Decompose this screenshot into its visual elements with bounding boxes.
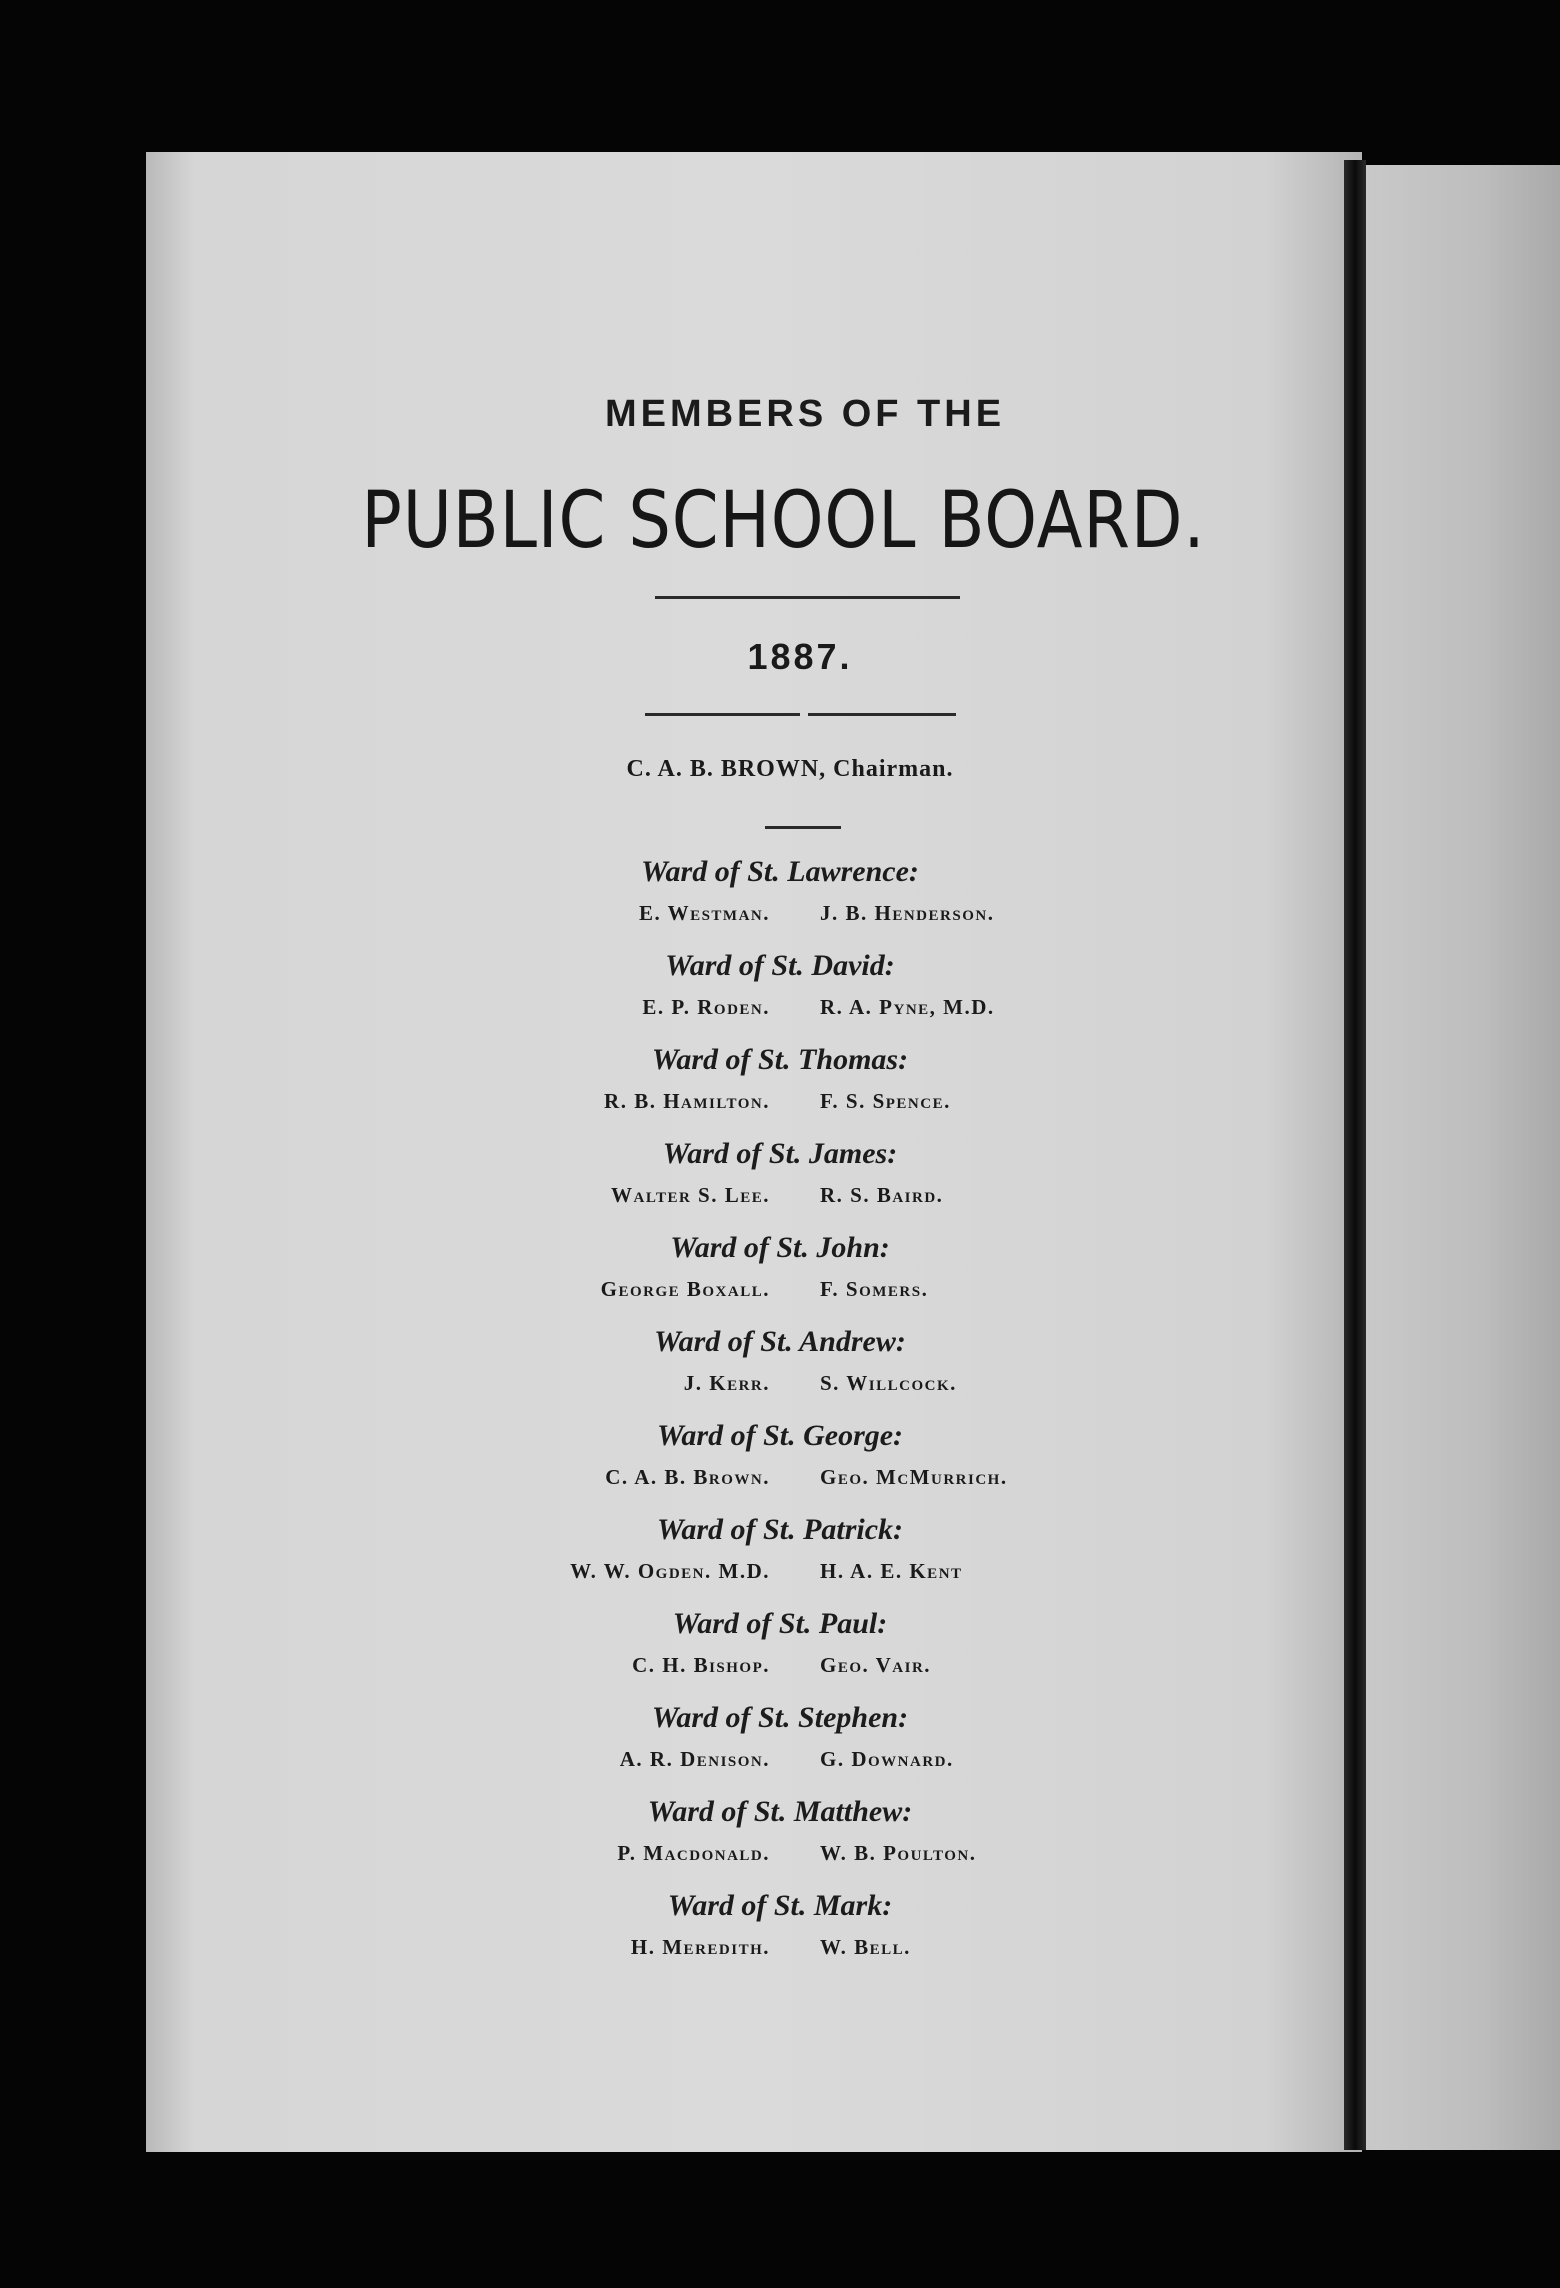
ward-member-left: R. B. Hamilton.: [604, 1089, 770, 1113]
ward-member-right: Geo. Vair.: [820, 1653, 932, 1677]
heading-public-school-board: PUBLIC SCHOOL BOARD.: [361, 476, 1206, 566]
chairman-rule: [765, 826, 841, 829]
ward-name: Ward of St. David:: [665, 949, 895, 982]
ward-member-right: J. B. Henderson.: [820, 901, 995, 925]
year-label: 1887.: [747, 636, 853, 677]
ward-member-left: E. P. Roden.: [642, 995, 770, 1019]
ward-member-right: F. Somers.: [820, 1277, 929, 1301]
ward-entry: [470, 1513, 1090, 1607]
ward-member-left: H. Meredith.: [630, 1935, 770, 1959]
ward-entry: [470, 949, 1090, 1043]
year-rule-left: [645, 713, 800, 716]
ward-entry: [470, 1325, 1090, 1419]
ward-member-left: George Boxall.: [600, 1277, 770, 1301]
ward-name: Ward of St. Lawrence:: [641, 855, 919, 888]
ward-member-right: F. S. Spence.: [820, 1089, 951, 1113]
ward-name: Ward of St. John:: [670, 1231, 890, 1264]
ward-entry: [470, 1607, 1090, 1701]
ward-name: Ward of St. Stephen:: [651, 1701, 909, 1734]
ward-name: Ward of St. Thomas:: [651, 1043, 909, 1076]
chairman-line: C. A. B. BROWN, Chairman.: [626, 756, 954, 782]
ward-name: Ward of St. George:: [656, 1419, 904, 1452]
ward-member-right: R. A. Pyne, M.D.: [820, 995, 995, 1019]
ward-name: Ward of St. Mark:: [667, 1889, 893, 1922]
ward-name: Ward of St. Patrick:: [656, 1513, 904, 1546]
ward-name: Ward of St. James:: [662, 1137, 898, 1170]
ward-member-left: C. H. Bishop.: [632, 1653, 770, 1677]
ward-member-right: R. S. Baird.: [820, 1183, 944, 1207]
ward-member-left: W. W. Ogden. M.D.: [570, 1559, 770, 1583]
ward-entry: [470, 1701, 1090, 1795]
ward-entry: [470, 1419, 1090, 1513]
ward-entry: [470, 1889, 1090, 1983]
ward-member-left: P. Macdonald.: [617, 1841, 770, 1865]
ward-name: Ward of St. Matthew:: [647, 1795, 913, 1828]
ward-member-left: A. R. Denison.: [619, 1747, 770, 1771]
ward-entry: [470, 1043, 1090, 1137]
ward-entry: [470, 1795, 1090, 1889]
ward-entry: [470, 1137, 1090, 1231]
year-rule-right: [808, 713, 956, 716]
ward-entry: [470, 1231, 1090, 1325]
ward-entry: [470, 855, 1090, 949]
ward-member-right: H. A. E. Kent: [820, 1559, 963, 1583]
ward-list: [470, 855, 1090, 1983]
ward-member-left: E. Westman.: [638, 901, 770, 925]
ward-name: Ward of St. Andrew:: [654, 1325, 906, 1358]
adjacent-page-edge: [1366, 165, 1560, 2150]
ward-member-right: W. B. Poulton.: [820, 1841, 977, 1865]
heading-members-of-the: MEMBERS OF THE: [604, 393, 1006, 435]
ward-member-right: G. Downard.: [820, 1747, 954, 1771]
ward-member-left: J. Kerr.: [683, 1371, 770, 1395]
title-rule: [655, 596, 960, 599]
ward-name: Ward of St. Paul:: [672, 1607, 888, 1640]
ward-member-right: Geo. McMurrich.: [820, 1465, 1008, 1489]
ward-member-right: S. Willcock.: [820, 1371, 957, 1395]
page-gutter: [1344, 160, 1366, 2150]
ward-member-right: W. Bell.: [820, 1935, 911, 1959]
ward-member-left: C. A. B. Brown.: [605, 1465, 770, 1489]
ward-member-left: Walter S. Lee.: [611, 1183, 770, 1207]
